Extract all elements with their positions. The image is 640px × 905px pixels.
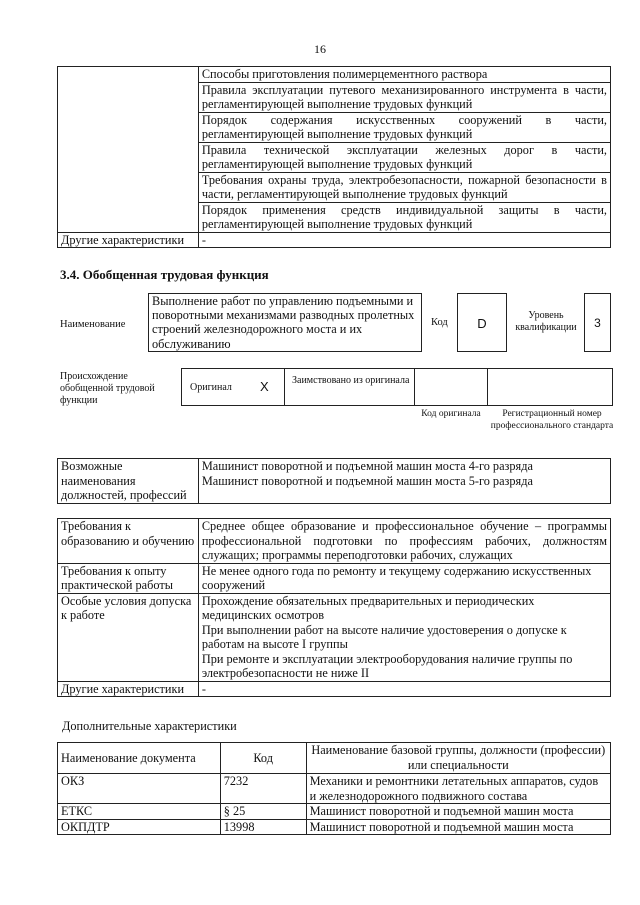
origin-code-caption: Код оригинала xyxy=(421,409,481,419)
code-value: D xyxy=(477,316,487,331)
table-row xyxy=(58,804,611,820)
requirement-label: Особые условия допуска к работе xyxy=(58,593,199,681)
table-cell: Правила эксплуатации путевого механизированного инструмента в части, регламентирующей выполнение трудовых функций xyxy=(198,82,610,112)
requirement-label: Требования к опыту практической работы xyxy=(58,563,199,593)
original-mark: X xyxy=(260,379,269,394)
level-box xyxy=(584,293,611,352)
header-cell: Код xyxy=(220,743,306,774)
requirement-label: Требования к образованию и обучению xyxy=(58,519,199,564)
additional-table xyxy=(57,742,611,835)
table-cell: 7232 xyxy=(220,774,306,804)
divider xyxy=(414,368,415,406)
position-item: Машинист поворотной и подъемной машин моста 5-го разряда xyxy=(201,473,533,488)
requirement-value: - xyxy=(201,681,206,696)
requirement-value: При ремонте и эксплуатации электрооборудования наличие группы по электробезопасности не ниже II xyxy=(201,651,573,680)
table-row xyxy=(58,232,611,248)
reg-number-caption: Регистрационный номер профессионального стандарта xyxy=(490,409,614,431)
positions-table xyxy=(57,458,611,504)
table-row xyxy=(58,819,611,835)
table-row xyxy=(58,743,611,774)
table-cell: ОКЗ xyxy=(58,774,221,804)
positions-label: Возможные наименования должностей, профессий xyxy=(58,459,199,504)
requirements-table xyxy=(57,518,611,697)
requirement-value: При выполнении работ на высоте наличие удостоверения о допуске к работам на высоте I группы xyxy=(201,622,567,651)
name-label: Наименование xyxy=(60,319,126,330)
table-row xyxy=(58,774,611,804)
table-cell: § 25 xyxy=(220,804,306,820)
table-row xyxy=(58,67,611,83)
origin-box xyxy=(181,368,613,406)
header-cell: Наименование документа xyxy=(58,743,221,774)
header-cell: Наименование базовой группы, должности (профессии) или специальности xyxy=(306,743,610,774)
table-row xyxy=(58,519,611,564)
name-value: Выполнение работ по управлению подъемными и поворотными механизмами разводных пролетных строений железнодорожного моста и их обслуживанию xyxy=(152,294,415,351)
table-cell: 13998 xyxy=(220,819,306,835)
other-characteristics-value: - xyxy=(198,232,610,248)
additional-heading: Дополнительные характеристики xyxy=(62,719,237,733)
table-cell: Требования охраны труда, электробезопасности, пожарной безопасности в части, регламентирующей выполнение трудовых функций xyxy=(198,172,610,202)
original-label: Оригинал xyxy=(190,382,232,393)
position-item: Машинист поворотной и подъемной машин моста 4-го разряда xyxy=(201,459,533,473)
requirement-value: Не менее одного года по ремонту и текущему содержанию искусственных сооружений xyxy=(201,563,592,592)
requirement-value: Среднее общее образование и профессиональное обучение – программы профессиональной подготовки по профессиям рабочих, должностям служащих; программы переподготовки рабочих, служащих xyxy=(201,519,607,562)
borrowed-label: Заимствовано из оригинала xyxy=(292,375,410,386)
table-cell: ЕТКС xyxy=(58,804,221,820)
table-cell: Машинист поворотной и подъемной машин моста xyxy=(306,819,610,835)
section-heading: 3.4. Обобщенная трудовая функция xyxy=(60,267,269,282)
name-box xyxy=(148,293,422,352)
table-row xyxy=(58,593,611,681)
requirement-value: Прохождение обязательных предварительных и периодических медицинских осмотров xyxy=(201,593,535,622)
table-row xyxy=(58,563,611,593)
table-cell: Порядок содержания искусственных сооружений в части, регламентирующей выполнение трудовых функций xyxy=(198,112,610,142)
table-cell: Правила технической эксплуатации железных дорог в части, регламентирующей выполнение трудовых функций xyxy=(198,142,610,172)
table-row xyxy=(58,681,611,697)
level-value: 3 xyxy=(594,316,601,330)
divider xyxy=(284,368,285,406)
top-table xyxy=(57,66,611,248)
origin-label: Происхождение обобщенной трудовой функции xyxy=(60,371,155,406)
table-cell: Порядок применения средств индивидуальной защиты в части, регламентирующей выполнение трудовых функций xyxy=(198,202,610,232)
level-label: Уровень квалификации xyxy=(515,310,577,333)
table-cell: ОКПДТР xyxy=(58,819,221,835)
other-characteristics-label: Другие характеристики xyxy=(58,232,199,248)
requirement-label: Другие характеристики xyxy=(58,681,199,697)
code-label: Код xyxy=(431,317,448,328)
divider xyxy=(487,368,488,406)
table-cell: Механики и ремонтники летательных аппаратов, судов и железнодорожного подвижного состава xyxy=(306,774,610,804)
page-number: 16 xyxy=(314,42,326,56)
code-box xyxy=(457,293,507,352)
table-cell: Машинист поворотной и подъемной машин моста xyxy=(306,804,610,820)
table-row xyxy=(58,459,611,504)
table-cell: Способы приготовления полимерцементного раствора xyxy=(198,67,610,83)
